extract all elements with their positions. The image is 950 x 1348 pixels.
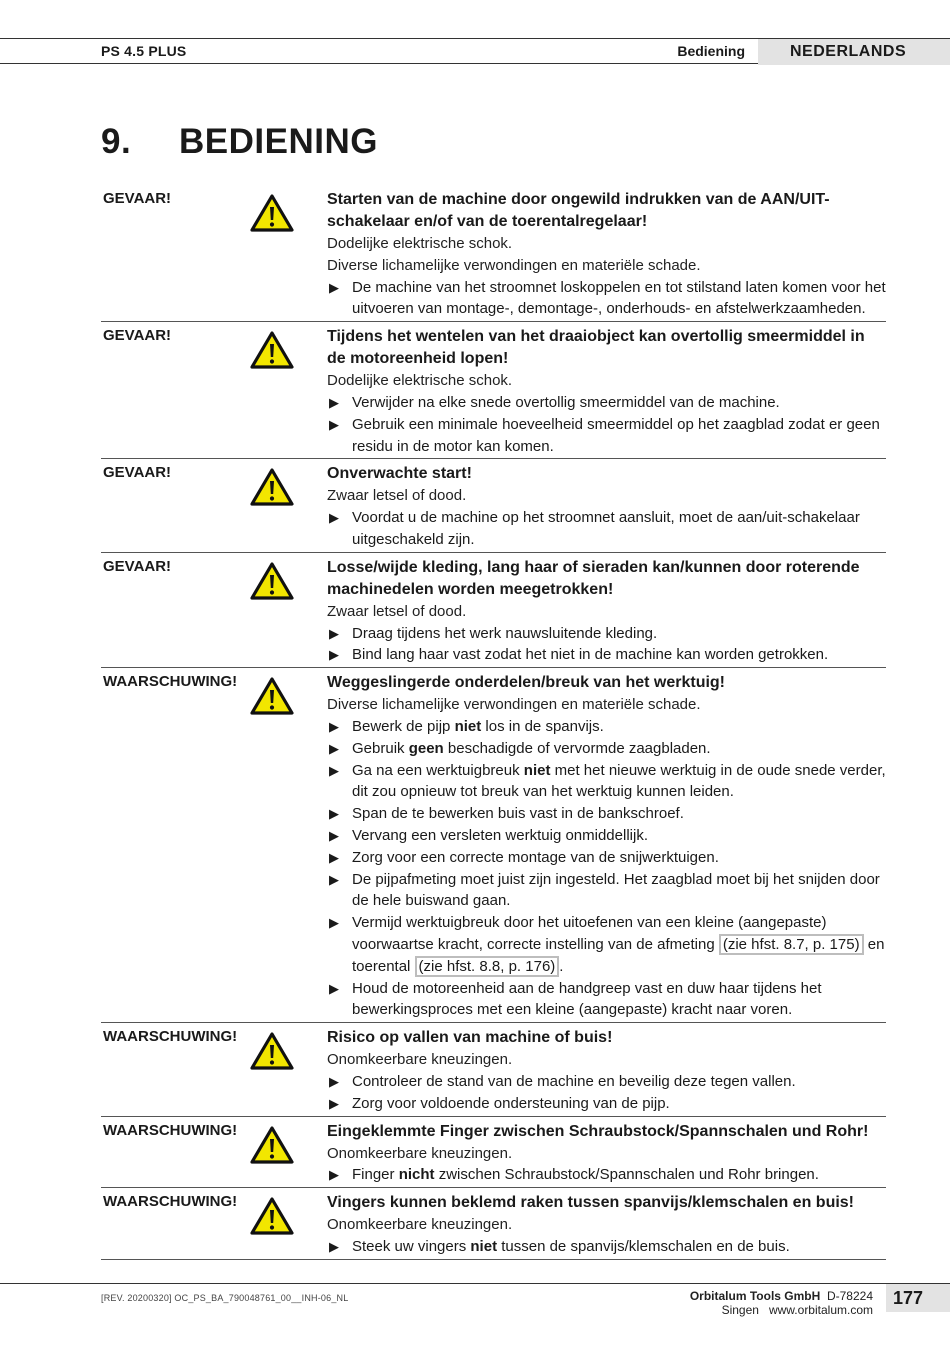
- warning-body: [327, 189, 886, 320]
- warning-consequence: Diverse lichamelijke verwondingen en materiële schade.: [327, 256, 701, 274]
- warning-label: GEVAAR!: [103, 464, 172, 482]
- warning-heading: Onverwachte start!: [327, 465, 472, 483]
- warning-body: [327, 1027, 886, 1114]
- chapter-title: BEDIENING: [179, 122, 378, 161]
- footer-rule: [0, 1283, 950, 1284]
- warning-instruction: ▶ De machine van het stroomnet loskoppelen en tot stilstand laten komen voor het uitvoeren van montage-, demontage-, onderhouds- en afstelwerkzaamheden.: [327, 277, 886, 321]
- warning-body: [327, 672, 886, 1021]
- warning-instruction: ▶ Finger nicht zwischen Schraubstock/Spannschalen und Rohr bringen.: [327, 1164, 886, 1186]
- footer-revision: [REV. 20200320] OC_PS_BA_790048761_00__INH-06_NL: [101, 1293, 349, 1303]
- warning-instruction: ▶ Span de te bewerken buis vast in de bankschroef.: [327, 803, 886, 825]
- warning-label: GEVAAR!: [103, 327, 172, 345]
- warning-instruction: ▶ Zorg voor voldoende ondersteuning van de pijp.: [327, 1093, 886, 1115]
- header-section: Bediening: [677, 43, 745, 59]
- warning-heading: Losse/wijde kleding, lang haar of sieraden kan/kunnen door roterende machinedelen worden meegetrokken!: [327, 558, 860, 598]
- emphasis-text: geen: [408, 739, 444, 757]
- emphasis-text: niet: [454, 717, 482, 735]
- header-language-tab: NEDERLANDS: [758, 39, 950, 65]
- warning-row: [101, 668, 886, 1023]
- warning-label: GEVAAR!: [103, 557, 172, 575]
- warning-consequence: Onomkeerbare kneuzingen.: [327, 1051, 513, 1069]
- warning-heading: Vingers kunnen beklemd raken tussen spanvijs/klemschalen en buis!: [327, 1194, 855, 1212]
- warning-label: WAARSCHUWING!: [103, 673, 238, 691]
- warning-label: WAARSCHUWING!: [103, 1028, 238, 1046]
- warning-triangle-icon: [250, 1126, 294, 1164]
- warning-instruction: ▶ De pijpafmeting moet juist zijn ingesteld. Het zaagblad moet bij het snijden door de hele buiswand gaan.: [327, 869, 886, 913]
- warning-triangle-icon: [250, 194, 294, 232]
- warning-consequence: Dodelijke elektrische schok.: [327, 372, 513, 390]
- warning-heading: Tijdens het wentelen van het draaiobject kan overtollig smeermiddel in de motoreenheid lopen!: [327, 328, 865, 368]
- warning-heading: Eingeklemmte Finger zwischen Schraubstock/Spannschalen und Rohr!: [327, 1122, 869, 1140]
- warning-triangle-icon: [250, 1032, 294, 1070]
- warning-triangle-icon: [250, 677, 294, 715]
- warning-instruction: ▶ Steek uw vingers niet tussen de spanvijs/klemschalen en de buis.: [327, 1236, 886, 1258]
- footer-address: D-78224 Singen: [721, 1289, 873, 1317]
- cross-reference-link[interactable]: (zie hfst. 8.7, p. 175): [719, 934, 864, 955]
- footer-company-info: [540, 1289, 873, 1317]
- warning-consequence: Zwaar letsel of dood.: [327, 602, 467, 620]
- page-number: 177: [886, 1284, 950, 1312]
- warning-instruction: ▶ Zorg voor een correcte montage van de snijwerktuigen.: [327, 847, 886, 869]
- header-product: PS 4.5 PLUS: [101, 43, 187, 59]
- warning-triangle-icon: [250, 331, 294, 369]
- warning-instruction: ▶ Controleer de stand van de machine en beveilig deze tegen vallen.: [327, 1071, 886, 1093]
- safety-warnings-table: [101, 185, 886, 1260]
- warning-row: [101, 1188, 886, 1260]
- warning-label: WAARSCHUWING!: [103, 1193, 238, 1211]
- warning-triangle-icon: [250, 468, 294, 506]
- warning-body: [327, 326, 886, 457]
- warning-row: [101, 1117, 886, 1189]
- warning-heading: Risico op vallen van machine of buis!: [327, 1029, 613, 1047]
- warning-instruction: ▶ Draag tijdens het werk nauwsluitende kleding.: [327, 623, 886, 645]
- warning-consequence: Onomkeerbare kneuzingen.: [327, 1216, 513, 1234]
- warning-instruction: ▶ Houd de motoreenheid aan de handgreep vast en duw haar tijdens het bewerkingsproces met een kleine (aangepaste) kracht naar voren.: [327, 978, 886, 1022]
- warning-body: [327, 557, 886, 666]
- warning-label: WAARSCHUWING!: [103, 1121, 238, 1139]
- warning-body: [327, 1192, 886, 1258]
- warning-consequence: Diverse lichamelijke verwondingen en materiële schade.: [327, 696, 701, 714]
- emphasis-text: niet: [470, 1237, 498, 1255]
- warning-body: [327, 463, 886, 550]
- cross-reference-link[interactable]: (zie hfst. 8.8, p. 176): [415, 956, 560, 977]
- warning-heading: Weggeslingerde onderdelen/breuk van het werktuig!: [327, 674, 726, 692]
- page-title: [101, 122, 378, 162]
- warning-triangle-icon: [250, 1197, 294, 1235]
- emphasis-text: niet: [523, 761, 551, 779]
- warning-consequence: Zwaar letsel of dood.: [327, 487, 467, 505]
- warning-label: GEVAAR!: [103, 190, 172, 207]
- warning-instruction: ▶ Verwijder na elke snede overtollig smeermiddel van de machine.: [327, 392, 886, 414]
- warning-body: [327, 1121, 886, 1187]
- warning-instruction: ▶ Vermijd werktuigbreuk door het uitoefenen van een kleine (aangepaste) voorwaartse kracht, correcte instelling van de afmeting (zie hfst. 8.7, p. 175) en toerental (zie hfst. 8.8, p. 176) .: [327, 912, 886, 977]
- warning-consequence: Onomkeerbare kneuzingen.: [327, 1144, 513, 1162]
- chapter-number: 9.: [101, 122, 132, 161]
- footer-company: Orbitalum Tools GmbH: [689, 1289, 821, 1303]
- warning-row: [101, 553, 886, 668]
- warning-row: [101, 1023, 886, 1116]
- warning-heading: Starten van de machine door ongewild indrukken van de AAN/UIT-schakelaar en/of van de toerentalregelaar!: [327, 191, 830, 230]
- warning-instruction: ▶ Gebruik geen beschadigde of vervormde zaagbladen.: [327, 738, 886, 760]
- warning-instruction: ▶ Vervang een versleten werktuig onmiddellijk.: [327, 825, 886, 847]
- warning-instruction: ▶ Bind lang haar vast zodat het niet in de machine kan worden getrokken.: [327, 644, 886, 666]
- warning-triangle-icon: [250, 562, 294, 600]
- warning-row: [101, 459, 886, 552]
- warning-instruction: ▶ Voordat u de machine op het stroomnet aansluit, moet de aan/uit-schakelaar uitgeschakeld zijn.: [327, 507, 886, 551]
- emphasis-text: nicht: [398, 1166, 435, 1184]
- header-rule-bottom: [0, 63, 758, 64]
- warning-instruction: ▶ Bewerk de pijp niet los in de spanvijs.: [327, 716, 886, 738]
- warning-consequence: Dodelijke elektrische schok.: [327, 235, 513, 252]
- warning-row: [101, 185, 886, 322]
- warning-instruction: ▶ Gebruik een minimale hoeveelheid smeermiddel op het zaagblad zodat er geen residu in de motor kan komen.: [327, 414, 886, 458]
- warning-row: [101, 322, 886, 459]
- footer-website: www.orbitalum.com: [768, 1303, 873, 1317]
- warning-instruction: ▶ Ga na een werktuigbreuk niet met het nieuwe werktuig in de oude snede verder, dit zou opnieuw tot breuk van het werktuig kunnen leiden.: [327, 760, 886, 804]
